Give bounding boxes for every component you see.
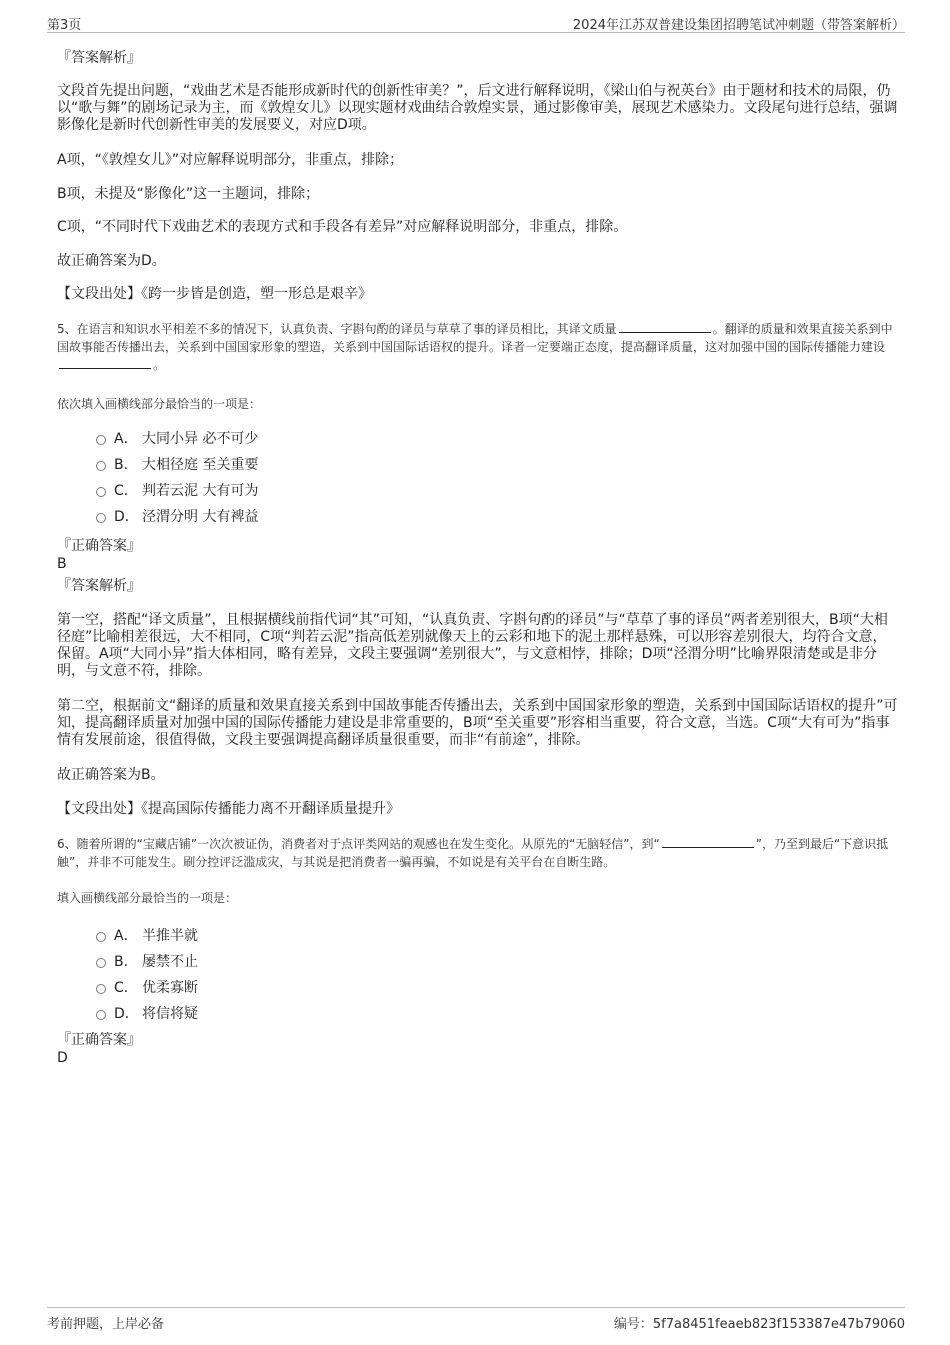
q4-analysis-label: 『答案解析』 [57,50,141,66]
q5-analysis-1: 第一空，搭配“译文质量”，且根据横线前指代词“其”可知，“认真负责、字斟句酌的译员”与“草草了事的译员”两者差别很大，B项“大相径庭”比喻相差很远，大不相同，C项“判若云泥”指高低差别就像天上的云彩和地下的泥土那样悬殊，可以形容差别很大，均符合文意，保留。A项“大同小异”指大体相同，略有差异，文段主要强调“差别很大”，与文意相悖，排除；D项“泾渭分明”比喻界限清楚或是非分明，与文意不符，排除。 [57,612,888,679]
q5-correct-answer: B [57,556,67,572]
q5-stem: 5、在语言和知识水平相差不多的情况下，认真负责、字斟句酌的译员与草草了事的译员相比，其译文质量 。翻译的质量和效果直接关系到中国故事能否传播出去，关系到中国国家形象的塑造，关系到中国国际话语权的提升。译者一定要端正态度，提高翻译质量，这对加强中国的国际传播能力建设。 [57,322,893,372]
page-number: 第3页 [47,18,82,33]
document-code: 编号：5f7a8451feaeb823f153387e47b79060 [613,1317,905,1332]
q6-blank [662,836,754,848]
q5-correct-label: 『正确答案』 [57,538,141,554]
q6-correct-answer: D [57,1050,68,1066]
radio-icon[interactable] [96,513,106,523]
page-footer [47,1307,905,1334]
q5-source: 【文段出处】《提高国际传播能力离不开翻译质量提升》 [57,801,400,817]
q4-option-b-note: B项，未提及“影像化”这一主题词，排除； [57,186,320,202]
q5-analysis-2: 第二空，根据前文“翻译的质量和效果直接关系到中国故事能否传播出去，关系到中国国家形象的塑造，关系到中国国际话语权的提升”可知，提高翻译质量对加强中国的国际传播能力建设是非常重要的，B项“至关重要”形容相当重要，符合文意，当选。C项“大有可为”指事情有发展前途，很值得做，文段主要强调提高翻译质量很重要，而非“有前途”，排除。 [57,698,898,748]
q5-options [96,425,258,529]
q6-options [96,922,198,1026]
q6-correct-label: 『正确答案』 [57,1032,141,1048]
q6-option-c[interactable]: C． 优柔寡断 [96,974,198,1000]
q6-option-b[interactable]: B． 屡禁不止 [96,948,198,974]
footer-slogan: 考前押题，上岸必备 [47,1317,165,1332]
radio-icon[interactable] [96,984,106,994]
q6-prompt: 填入画横线部分最恰当的一项是： [57,891,238,905]
q6-stem: 6、随着所谓的“宝藏店铺”一次次被证伪，消费者对于点评类网站的观感也在发生变化。从原先的“无脑轻信”，到“ ”，乃至到最后“下意识抵触”，并非不可能发生。刷分控评泛滥成灾，与其说是把消费者一骗再骗，不如说是有关平台在自断生路。 [57,837,889,869]
q5-blank-1 [619,321,711,333]
q5-option-d[interactable]: D． 泾渭分明 大有裨益 [96,503,258,529]
radio-icon[interactable] [96,1010,106,1020]
radio-icon[interactable] [96,461,106,471]
q5-prompt: 依次填入画横线部分最恰当的一项是： [57,397,262,411]
q4-option-c-note: C项，“不同时代下戏曲艺术的表现方式和手段各有差异”对应解释说明部分，非重点，排除。 [57,219,628,235]
q5-conclusion: 故正确答案为B。 [57,767,165,783]
q5-option-a[interactable]: A． 大同小异 必不可少 [96,425,258,451]
q4-conclusion: 故正确答案为D。 [57,253,166,269]
q5-analysis-label: 『答案解析』 [57,578,141,594]
radio-icon[interactable] [96,958,106,968]
q4-option-a-note: A项，“《敦煌女儿》”对应解释说明部分，非重点，排除； [57,152,404,168]
q4-source: 【文段出处】《跨一步皆是创造，塑一形总是艰辛》 [57,286,372,302]
q6-option-a[interactable]: A． 半推半就 [96,922,198,948]
q5-option-c[interactable]: C． 判若云泥 大有可为 [96,477,258,503]
document-title: 2024年江苏双普建设集团招聘笔试冲刺题（带答案解析） [572,18,905,33]
q5-blank-2 [59,357,151,369]
q6-option-d[interactable]: D． 将信将疑 [96,1000,198,1026]
q5-option-b[interactable]: B． 大相径庭 至关重要 [96,451,258,477]
radio-icon[interactable] [96,932,106,942]
page-header [47,10,905,33]
radio-icon[interactable] [96,487,106,497]
radio-icon[interactable] [96,435,106,445]
q4-analysis-paragraph: 文段首先提出问题，“戏曲艺术是否能形成新时代的创新性审美？”，后文进行解释说明，《梁山伯与祝英台》由于题材和技术的局限，仍以“歌与舞”的剧场记录为主，而《敦煌女儿》以现实题材戏曲结合敦煌实景，通过影像审美，展现艺术感染力。文段尾句进行总结，强调影像化是新时代创新性审美的发展要义，对应D项。 [57,83,898,133]
